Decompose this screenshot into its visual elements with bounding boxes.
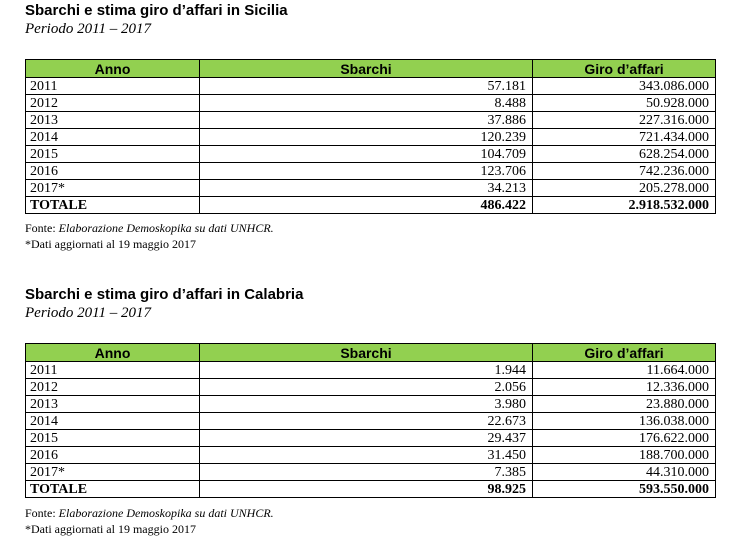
- total-label: TOTALE: [26, 197, 200, 214]
- cell-sbarchi: 57.181: [200, 78, 533, 95]
- cell-anno: 2015: [26, 146, 200, 163]
- cell-sbarchi: 3.980: [200, 396, 533, 413]
- cell-sbarchi: 29.437: [200, 430, 533, 447]
- cell-anno: 2016: [26, 447, 200, 464]
- cell-anno: 2014: [26, 129, 200, 146]
- header-giro-affari: Giro d’affari: [533, 344, 716, 362]
- table-row: [26, 447, 716, 464]
- table-row: [26, 379, 716, 396]
- cell-anno: 2011: [26, 362, 200, 379]
- cell-giro-affari: 12.336.000: [533, 379, 716, 396]
- table-row: [26, 129, 716, 146]
- table-row: [26, 163, 716, 180]
- table-total-row: [26, 481, 716, 498]
- cell-anno: 2012: [26, 379, 200, 396]
- cell-giro-affari: 11.664.000: [533, 362, 716, 379]
- section-sicilia: [25, 2, 715, 251]
- source-prefix: Fonte:: [25, 221, 59, 235]
- cell-giro-affari: 50.928.000: [533, 95, 716, 112]
- section-title: Sbarchi e stima giro d’affari in Calabria: [25, 286, 304, 303]
- cell-sbarchi: 104.709: [200, 146, 533, 163]
- cell-anno: 2014: [26, 413, 200, 430]
- section-calabria: [25, 286, 715, 536]
- table-row: [26, 95, 716, 112]
- table-row: [26, 396, 716, 413]
- table-row: [26, 413, 716, 430]
- table-calabria: [25, 343, 715, 498]
- cell-anno: 2017*: [26, 180, 200, 197]
- cell-anno: 2017*: [26, 464, 200, 481]
- source-prefix: Fonte:: [25, 506, 59, 520]
- cell-sbarchi: 2.056: [200, 379, 533, 396]
- total-label: TOTALE: [26, 481, 200, 498]
- table-total-row: [26, 197, 716, 214]
- header-sbarchi: Sbarchi: [200, 344, 533, 362]
- table-notes: [25, 506, 715, 538]
- section-subtitle: Periodo 2011 – 2017: [25, 21, 151, 37]
- total-sbarchi: 98.925: [200, 481, 533, 498]
- cell-giro-affari: 343.086.000: [533, 78, 716, 95]
- cell-anno: 2013: [26, 396, 200, 413]
- table-row: [26, 180, 716, 197]
- section-subtitle: Periodo 2011 – 2017: [25, 305, 151, 321]
- cell-sbarchi: 37.886: [200, 112, 533, 129]
- data-table: [25, 59, 716, 214]
- cell-sbarchi: 7.385: [200, 464, 533, 481]
- cell-sbarchi: 31.450: [200, 447, 533, 464]
- total-sbarchi: 486.422: [200, 197, 533, 214]
- total-giro-affari: 2.918.532.000: [533, 197, 716, 214]
- cell-anno: 2013: [26, 112, 200, 129]
- table-sicilia: [25, 59, 715, 214]
- cell-giro-affari: 742.236.000: [533, 163, 716, 180]
- table-row: [26, 464, 716, 481]
- table-notes: [25, 221, 715, 253]
- section-title: Sbarchi e stima giro d’affari in Sicilia: [25, 2, 288, 19]
- table-row: [26, 112, 716, 129]
- cell-sbarchi: 8.488: [200, 95, 533, 112]
- table-header-row: [26, 60, 716, 78]
- cell-giro-affari: 176.622.000: [533, 430, 716, 447]
- source-text: Elaborazione Demoskopika su dati UNHCR.: [58, 221, 274, 235]
- header-anno: Anno: [26, 344, 200, 362]
- cell-giro-affari: 23.880.000: [533, 396, 716, 413]
- cell-giro-affari: 628.254.000: [533, 146, 716, 163]
- cell-giro-affari: 721.434.000: [533, 129, 716, 146]
- table-row: [26, 78, 716, 95]
- header-sbarchi: Sbarchi: [200, 60, 533, 78]
- footnote: *Dati aggiornati al 19 maggio 2017: [25, 237, 196, 251]
- footnote: *Dati aggiornati al 19 maggio 2017: [25, 522, 196, 536]
- table-row: [26, 430, 716, 447]
- total-giro-affari: 593.550.000: [533, 481, 716, 498]
- cell-anno: 2016: [26, 163, 200, 180]
- cell-sbarchi: 1.944: [200, 362, 533, 379]
- source-note: [25, 506, 715, 522]
- cell-sbarchi: 123.706: [200, 163, 533, 180]
- cell-giro-affari: 44.310.000: [533, 464, 716, 481]
- table-row: [26, 362, 716, 379]
- header-giro-affari: Giro d’affari: [533, 60, 716, 78]
- data-table: [25, 343, 716, 498]
- cell-giro-affari: 188.700.000: [533, 447, 716, 464]
- table-header-row: [26, 344, 716, 362]
- cell-sbarchi: 120.239: [200, 129, 533, 146]
- cell-sbarchi: 34.213: [200, 180, 533, 197]
- cell-giro-affari: 136.038.000: [533, 413, 716, 430]
- table-row: [26, 146, 716, 163]
- cell-anno: 2015: [26, 430, 200, 447]
- header-anno: Anno: [26, 60, 200, 78]
- cell-sbarchi: 22.673: [200, 413, 533, 430]
- cell-giro-affari: 205.278.000: [533, 180, 716, 197]
- cell-anno: 2011: [26, 78, 200, 95]
- cell-giro-affari: 227.316.000: [533, 112, 716, 129]
- source-text: Elaborazione Demoskopika su dati UNHCR.: [58, 506, 274, 520]
- source-note: [25, 221, 715, 237]
- cell-anno: 2012: [26, 95, 200, 112]
